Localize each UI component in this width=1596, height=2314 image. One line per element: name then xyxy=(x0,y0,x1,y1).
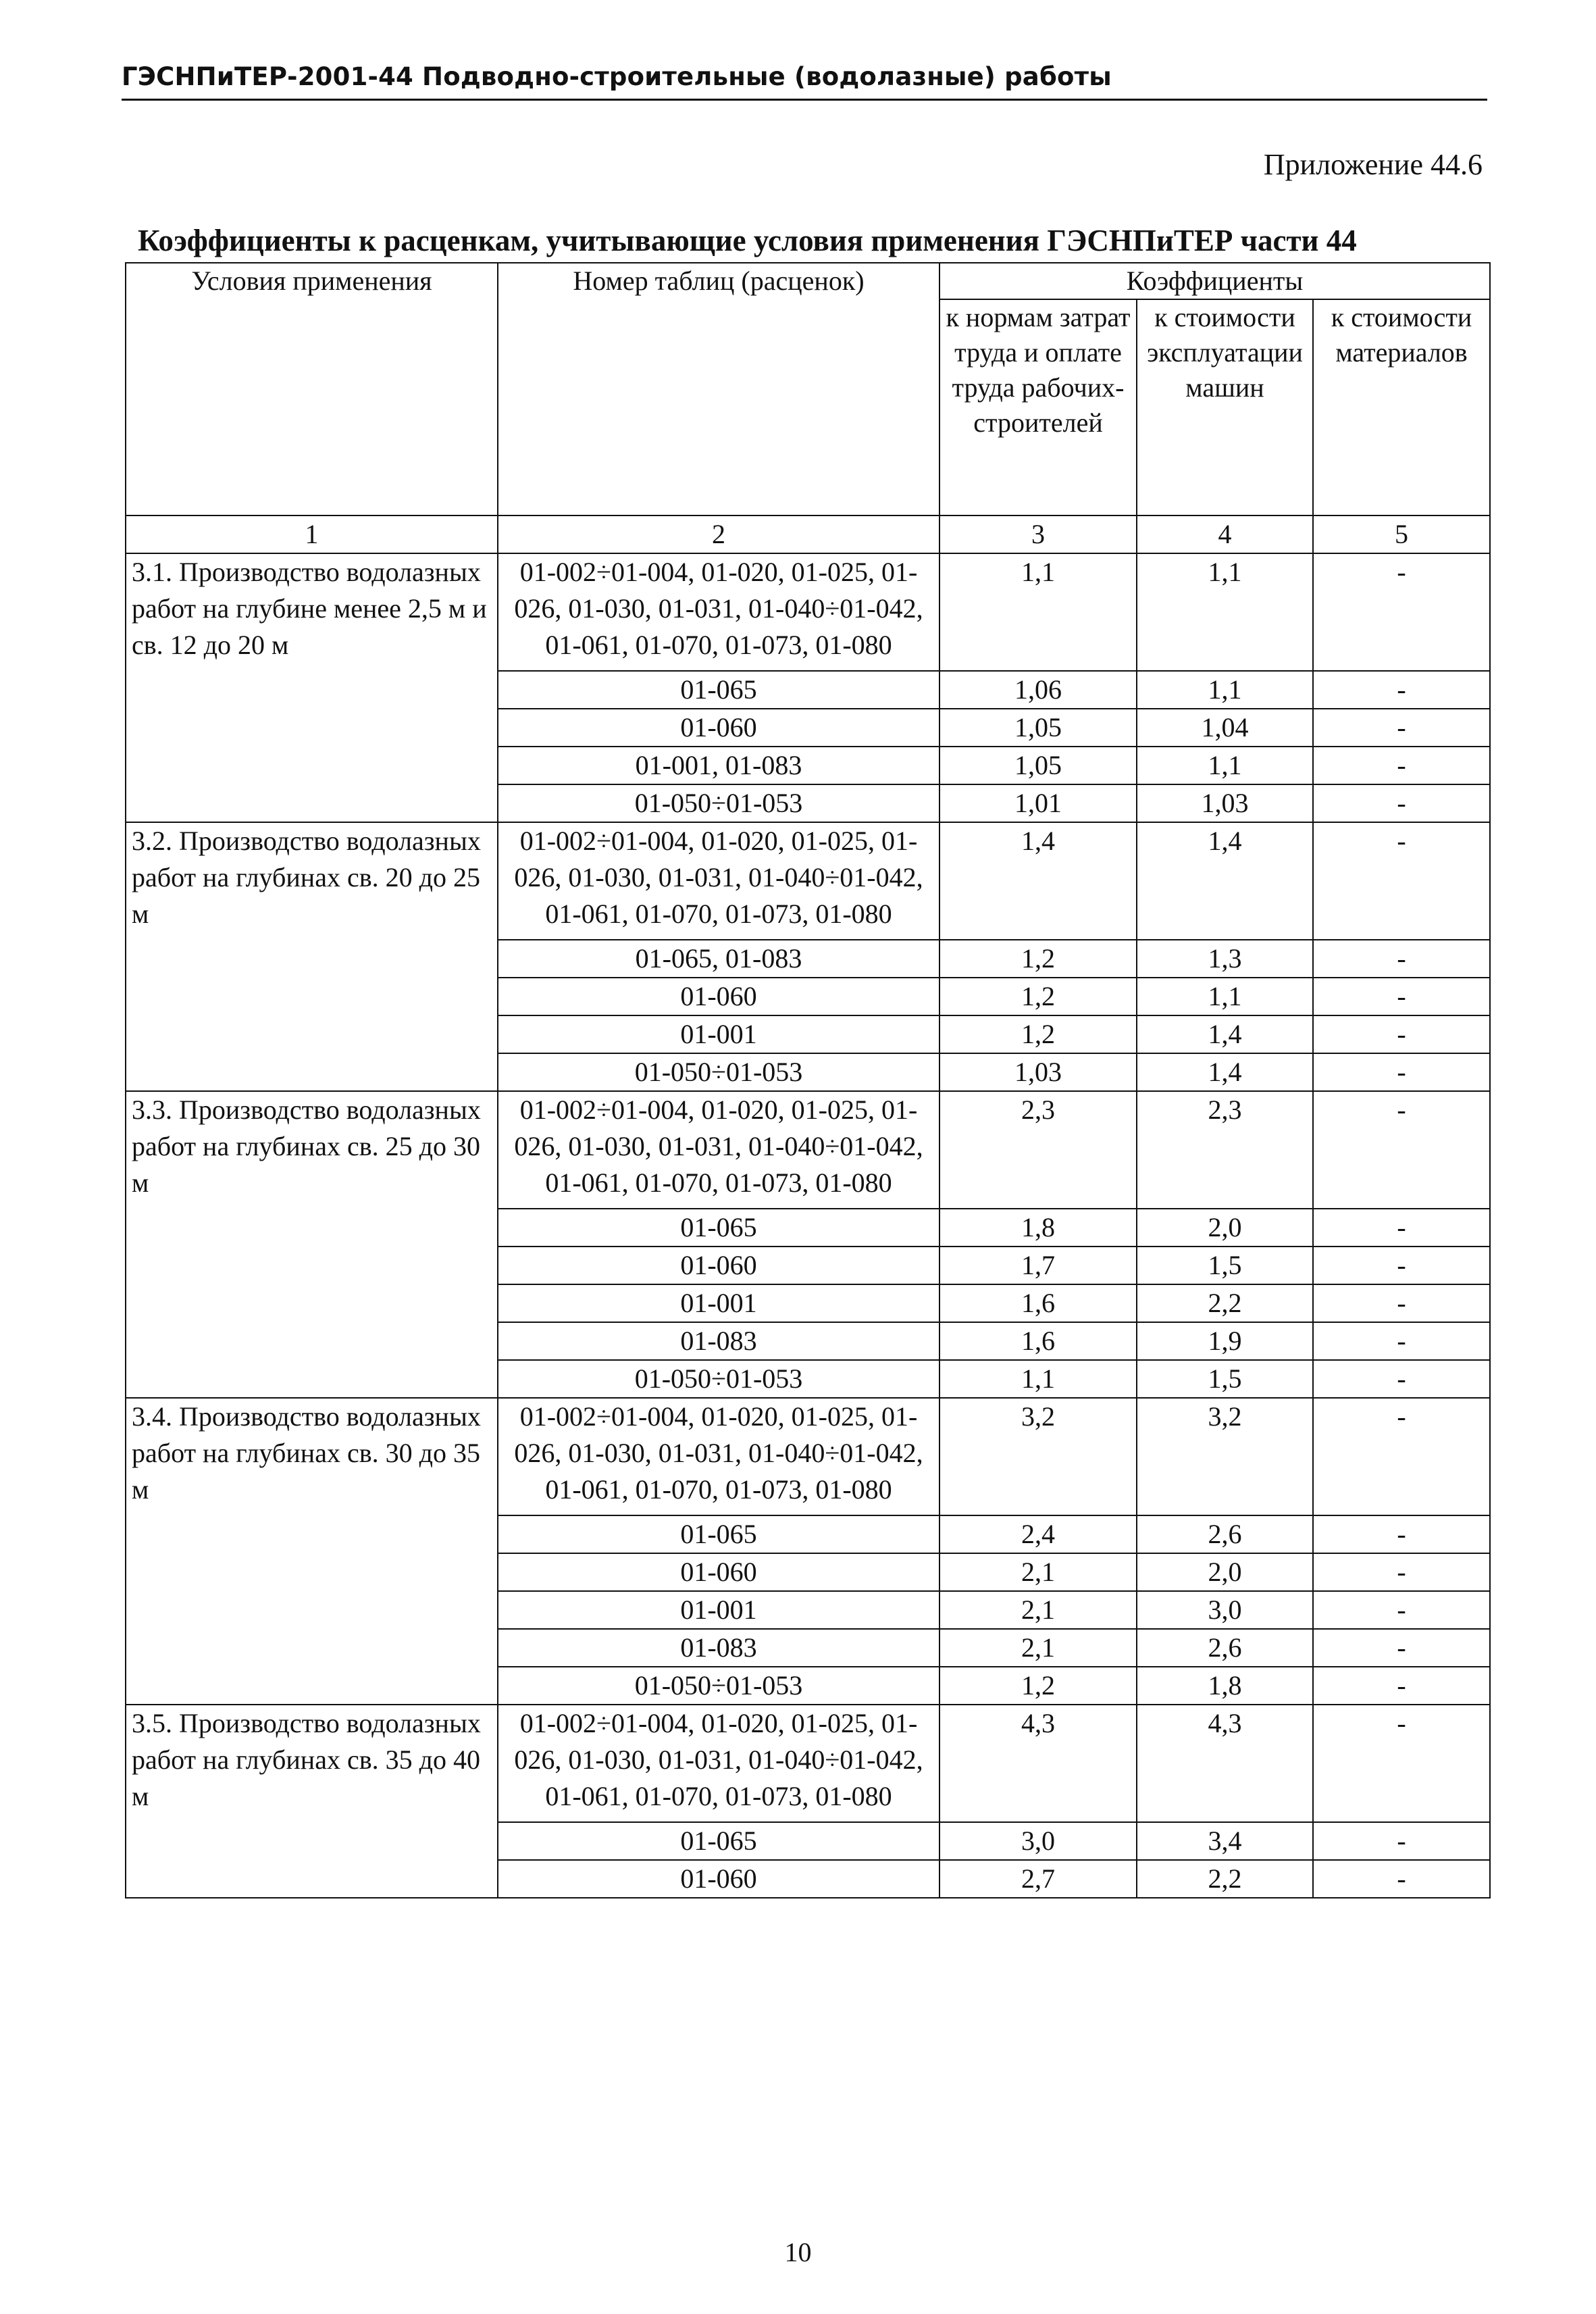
coef-machines-cell: 1,9 xyxy=(1137,1322,1313,1360)
column-number: 4 xyxy=(1137,515,1313,553)
coef-labor-cell: 2,7 xyxy=(939,1860,1137,1898)
coef-machines-cell: 2,2 xyxy=(1137,1284,1313,1322)
coef-materials-cell: - xyxy=(1313,1209,1490,1247)
coef-labor-cell: 1,03 xyxy=(939,1053,1137,1091)
coef-labor-cell: 2,1 xyxy=(939,1553,1137,1591)
coefficients-table-wrap xyxy=(125,262,1489,1898)
coef-machines-cell: 2,6 xyxy=(1137,1629,1313,1667)
coef-machines-cell: 3,2 xyxy=(1137,1398,1313,1515)
table-row xyxy=(126,1398,1490,1515)
coef-labor-cell: 2,4 xyxy=(939,1515,1137,1553)
coef-machines-cell: 3,0 xyxy=(1137,1591,1313,1629)
coef-materials-cell: - xyxy=(1313,1398,1490,1515)
coef-machines-cell: 1,1 xyxy=(1137,747,1313,784)
coef-labor-cell: 1,2 xyxy=(939,1015,1137,1053)
header-conditions: Условия применения xyxy=(126,263,498,515)
coef-materials-cell: - xyxy=(1313,1667,1490,1705)
coef-materials-cell: - xyxy=(1313,1015,1490,1053)
coef-materials-cell: - xyxy=(1313,671,1490,709)
table-row xyxy=(126,822,1490,940)
table-numbers-cell: 01-060 xyxy=(498,978,939,1015)
coef-labor-cell: 3,0 xyxy=(939,1822,1137,1860)
coef-machines-cell: 1,1 xyxy=(1137,671,1313,709)
coef-labor-cell: 2,1 xyxy=(939,1629,1137,1667)
coef-materials-cell: - xyxy=(1313,747,1490,784)
table-numbers-cell: 01-002÷01-004, 01-020, 01-025, 01-026, 01-030, 01-031, 01-040÷01-042, 01-061, 01-070, 01-073, 01-080 xyxy=(498,1398,939,1515)
header-labor: к нормам затрат труда и оплате труда рабочих-строителей xyxy=(939,299,1137,515)
coef-materials-cell: - xyxy=(1313,978,1490,1015)
coef-machines-cell: 1,3 xyxy=(1137,940,1313,978)
column-number: 3 xyxy=(939,515,1137,553)
coef-machines-cell: 1,4 xyxy=(1137,822,1313,940)
coef-machines-cell: 1,03 xyxy=(1137,784,1313,822)
coef-labor-cell: 1,2 xyxy=(939,1667,1137,1705)
coef-materials-cell: - xyxy=(1313,1284,1490,1322)
coef-machines-cell: 1,5 xyxy=(1137,1247,1313,1284)
table-numbers-cell: 01-001, 01-083 xyxy=(498,747,939,784)
header-machines: к стоимости эксплуатации машин xyxy=(1137,299,1313,515)
coef-materials-cell: - xyxy=(1313,1091,1490,1209)
table-row xyxy=(126,553,1490,671)
coef-materials-cell: - xyxy=(1313,1322,1490,1360)
table-title: Коэффициенты к расценкам, учитывающие условия применения ГЭСНПиТЕР части 44 xyxy=(138,224,1357,257)
coef-machines-cell: 2,0 xyxy=(1137,1553,1313,1591)
coef-machines-cell: 1,8 xyxy=(1137,1667,1313,1705)
coef-materials-cell: - xyxy=(1313,1053,1490,1091)
column-number: 5 xyxy=(1313,515,1490,553)
coef-labor-cell: 1,2 xyxy=(939,978,1137,1015)
table-numbers-cell: 01-083 xyxy=(498,1322,939,1360)
coef-labor-cell: 1,05 xyxy=(939,747,1137,784)
coef-machines-cell: 1,1 xyxy=(1137,978,1313,1015)
coef-machines-cell: 1,4 xyxy=(1137,1015,1313,1053)
coef-materials-cell: - xyxy=(1313,1360,1490,1398)
coef-materials-cell: - xyxy=(1313,822,1490,940)
table-body xyxy=(126,553,1490,1898)
column-number: 1 xyxy=(126,515,498,553)
coef-labor-cell: 1,4 xyxy=(939,822,1137,940)
coef-materials-cell: - xyxy=(1313,1591,1490,1629)
coef-labor-cell: 3,2 xyxy=(939,1398,1137,1515)
table-numbers-cell: 01-002÷01-004, 01-020, 01-025, 01-026, 01-030, 01-031, 01-040÷01-042, 01-061, 01-070, 01-073, 01-080 xyxy=(498,1091,939,1209)
coef-labor-cell: 1,01 xyxy=(939,784,1137,822)
table-numbers-cell: 01-060 xyxy=(498,709,939,747)
coef-labor-cell: 2,3 xyxy=(939,1091,1137,1209)
running-header: ГЭСНПиТЕР-2001-44 Подводно-строительные (водолазные) работы xyxy=(122,62,1112,91)
coef-machines-cell: 2,3 xyxy=(1137,1091,1313,1209)
table-numbers-cell: 01-002÷01-004, 01-020, 01-025, 01-026, 01-030, 01-031, 01-040÷01-042, 01-061, 01-070, 01-073, 01-080 xyxy=(498,1705,939,1822)
table-row xyxy=(126,1705,1490,1822)
coef-materials-cell: - xyxy=(1313,709,1490,747)
table-numbers-cell: 01-065 xyxy=(498,1822,939,1860)
header-table-numbers: Номер таблиц (расценок) xyxy=(498,263,939,515)
coef-labor-cell: 1,05 xyxy=(939,709,1137,747)
condition-cell: 3.5. Производство водолазных работ на глубинах св. 35 до 40 м xyxy=(126,1705,498,1898)
coef-labor-cell: 1,06 xyxy=(939,671,1137,709)
coef-machines-cell: 4,3 xyxy=(1137,1705,1313,1822)
table-numbers-cell: 01-002÷01-004, 01-020, 01-025, 01-026, 01-030, 01-031, 01-040÷01-042, 01-061, 01-070, 01-073, 01-080 xyxy=(498,822,939,940)
coef-materials-cell: - xyxy=(1313,1705,1490,1822)
coef-labor-cell: 1,8 xyxy=(939,1209,1137,1247)
table-numbers-cell: 01-060 xyxy=(498,1247,939,1284)
coef-materials-cell: - xyxy=(1313,784,1490,822)
column-number: 2 xyxy=(498,515,939,553)
table-numbers-cell: 01-050÷01-053 xyxy=(498,1360,939,1398)
table-numbers-cell: 01-060 xyxy=(498,1860,939,1898)
header-coefficients: Коэффициенты xyxy=(939,263,1490,299)
coef-labor-cell: 1,2 xyxy=(939,940,1137,978)
coef-machines-cell: 3,4 xyxy=(1137,1822,1313,1860)
page-number: 10 xyxy=(784,2237,812,2267)
condition-cell: 3.1. Производство водолазных работ на глубине менее 2,5 м и св. 12 до 20 м xyxy=(126,553,498,822)
coef-labor-cell: 4,3 xyxy=(939,1705,1137,1822)
coefficients-table xyxy=(125,262,1491,1898)
condition-cell: 3.2. Производство водолазных работ на глубинах св. 20 до 25 м xyxy=(126,822,498,1091)
appendix-label: Приложение 44.6 xyxy=(1263,148,1483,181)
condition-cell: 3.4. Производство водолазных работ на глубинах св. 30 до 35 м xyxy=(126,1398,498,1705)
table-numbers-cell: 01-002÷01-004, 01-020, 01-025, 01-026, 01-030, 01-031, 01-040÷01-042, 01-061, 01-070, 01-073, 01-080 xyxy=(498,553,939,671)
coef-labor-cell: 1,6 xyxy=(939,1322,1137,1360)
coef-labor-cell: 1,1 xyxy=(939,1360,1137,1398)
coef-materials-cell: - xyxy=(1313,1247,1490,1284)
coef-materials-cell: - xyxy=(1313,1822,1490,1860)
coef-machines-cell: 2,0 xyxy=(1137,1209,1313,1247)
table-numbers-cell: 01-065 xyxy=(498,1515,939,1553)
coef-labor-cell: 1,7 xyxy=(939,1247,1137,1284)
coef-labor-cell: 1,6 xyxy=(939,1284,1137,1322)
table-row xyxy=(126,1091,1490,1209)
coef-materials-cell: - xyxy=(1313,1515,1490,1553)
coef-machines-cell: 1,1 xyxy=(1137,553,1313,671)
table-numbers-cell: 01-050÷01-053 xyxy=(498,1053,939,1091)
header-rule xyxy=(122,99,1487,101)
coef-machines-cell: 2,6 xyxy=(1137,1515,1313,1553)
coef-materials-cell: - xyxy=(1313,940,1490,978)
table-numbers-cell: 01-065, 01-083 xyxy=(498,940,939,978)
coef-machines-cell: 1,04 xyxy=(1137,709,1313,747)
table-numbers-cell: 01-060 xyxy=(498,1553,939,1591)
table-numbers-cell: 01-065 xyxy=(498,671,939,709)
coef-materials-cell: - xyxy=(1313,553,1490,671)
header-materials: к стоимости материалов xyxy=(1313,299,1490,515)
table-numbers-cell: 01-001 xyxy=(498,1015,939,1053)
coef-machines-cell: 1,4 xyxy=(1137,1053,1313,1091)
table-numbers-cell: 01-083 xyxy=(498,1629,939,1667)
coef-labor-cell: 1,1 xyxy=(939,553,1137,671)
table-numbers-cell: 01-050÷01-053 xyxy=(498,1667,939,1705)
table-numbers-cell: 01-001 xyxy=(498,1284,939,1322)
coef-machines-cell: 1,5 xyxy=(1137,1360,1313,1398)
coef-machines-cell: 2,2 xyxy=(1137,1860,1313,1898)
coef-labor-cell: 2,1 xyxy=(939,1591,1137,1629)
coef-materials-cell: - xyxy=(1313,1629,1490,1667)
coef-materials-cell: - xyxy=(1313,1553,1490,1591)
table-numbers-cell: 01-065 xyxy=(498,1209,939,1247)
condition-cell: 3.3. Производство водолазных работ на глубинах св. 25 до 30 м xyxy=(126,1091,498,1398)
table-numbers-cell: 01-001 xyxy=(498,1591,939,1629)
coef-materials-cell: - xyxy=(1313,1860,1490,1898)
table-numbers-cell: 01-050÷01-053 xyxy=(498,784,939,822)
